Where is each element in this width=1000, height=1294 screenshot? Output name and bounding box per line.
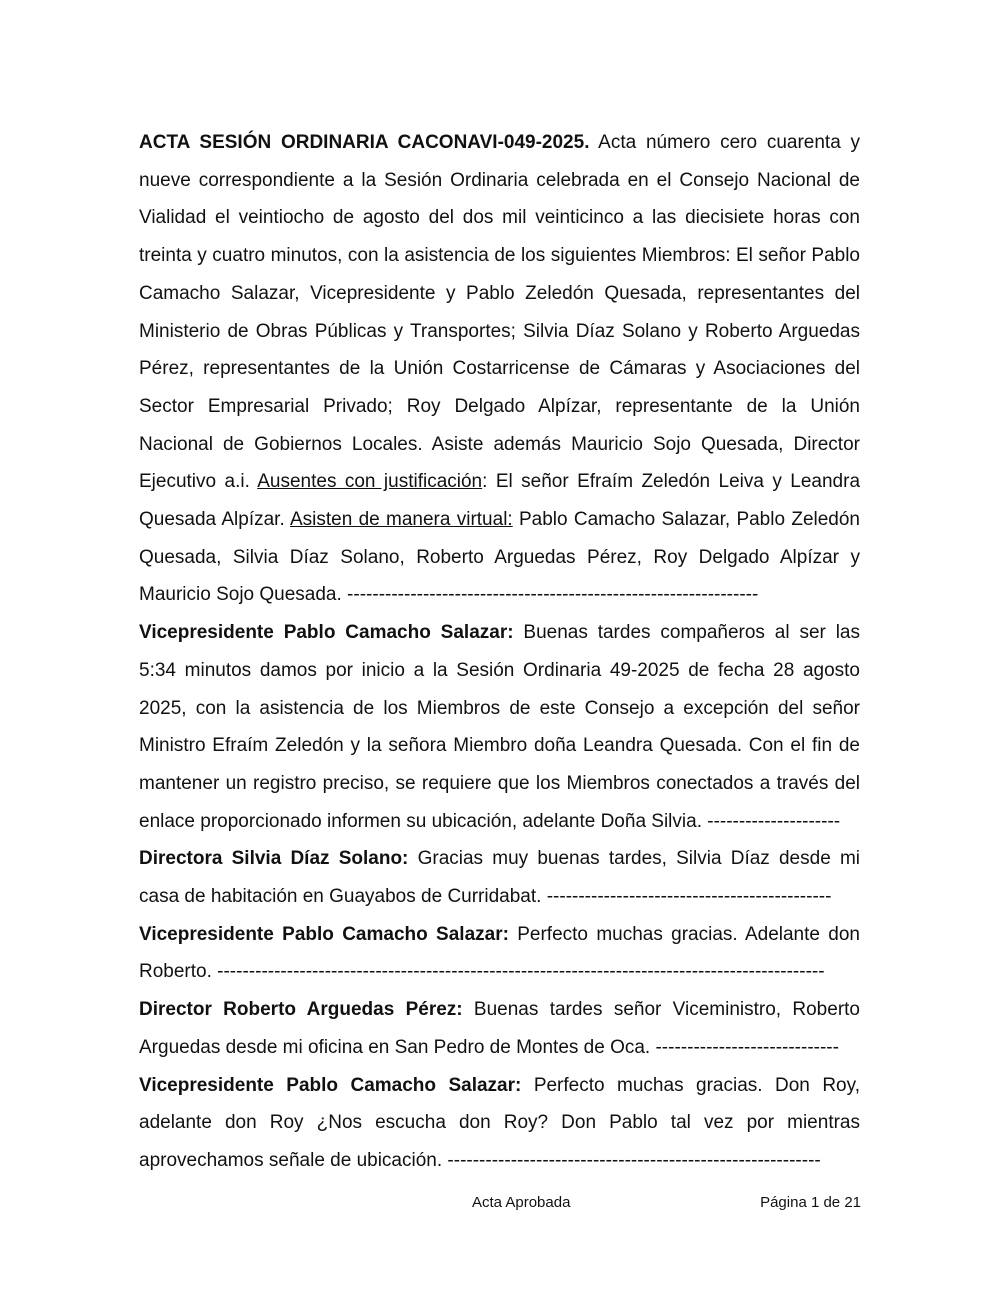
speaker-text: Buenas tardes compañeros al ser las 5:34 minutos damos por inicio a la Sesión Ordinaria 49-2025 de fecha 28 agosto 2025, con la asistencia de los Miembros de este Consejo a excepción del señor Ministro Efraím Zeledón y la señora Miembro doña Leandra Quesada. Con el fin de mantener un registro preciso, se requiere que los Miembros conectados a través del enlace proporcionado informen su ubicación, adelante Doña Silvia. --------------------- [139,622,860,832]
speaker-text: Perfecto muchas gracias. Don Roy, adelante don Roy ¿Nos escucha don Roy? Don Pablo tal vez por mientras aprovechamos señale de ubicación. ----------------------------------------------------------- [139,1074,860,1171]
paragraph-header [139,124,860,614]
paragraph-text: Pablo Camacho Salazar, Pablo Zeledón Quesada, Silvia Díaz Solano, Roberto Arguedas Pérez, Roy Delgado Alpízar y Mauricio Sojo Quesada. ----------------------------------------------------------------- [139,509,860,606]
speaker-text: Perfecto muchas gracias. Adelante don Roberto. ------------------------------------------------------------------------------------------------ [139,923,860,983]
paragraph-speaker [139,991,860,1066]
paragraph-speaker [139,916,860,991]
paragraph-speaker [139,614,860,840]
paragraph-speaker [139,1067,860,1180]
page-footer [0,1194,1000,1218]
speaker-text: Buenas tardes señor Viceministro, Roberto Arguedas desde mi oficina en San Pedro de Montes de Oca. ----------------------------- [139,999,860,1058]
document-body [139,124,860,1180]
speaker-name: Vicepresidente Pablo Camacho Salazar: [139,1074,522,1096]
speaker-text: Gracias muy buenas tardes, Silvia Díaz desde mi casa de habitación en Guayabos de Curridabat. --------------------------------------------- [139,848,861,908]
paragraph-text: : El señor Efraím Zeledón Leiva y Leandra Quesada Alpízar. [139,471,861,531]
paragraph-speaker [139,840,860,915]
absent-label: Ausentes con justificación [257,471,483,493]
virtual-label: Asisten de manera virtual: [289,509,513,531]
speaker-name: Director Roberto Arguedas Pérez: [139,999,463,1021]
footer-status: Acta Aprobada [472,1194,571,1211]
speaker-name: Directora Silvia Díaz Solano: [139,848,409,870]
paragraph-text: Acta número cero cuarenta y nueve correspondiente a la Sesión Ordinaria celebrada en el Consejo Nacional de Vialidad el veintiocho de agosto del dos mil veinticinco a las diecisiete horas con treinta y cuatro minutos, con la asistencia de los siguientes Miembros: El señor Pablo Camacho Salazar, Vicepresidente y Pablo Zeledón Quesada, representantes del Ministerio de Obras Públicas y Transportes; Silvia Díaz Solano y Roberto Arguedas Pérez, representantes de la Unión Costarricense de Cámaras y Asociaciones del Sector Empresarial Privado; Roy Delgado Alpízar, representante de la Unión Nacional de Gobiernos Locales. Asiste además Mauricio Sojo Quesada, Director Ejecutivo a.i. [139,132,861,493]
act-title: ACTA SESIÓN ORDINARIA CACONAVI-049-2025. [139,132,590,153]
speaker-name: Vicepresidente Pablo Camacho Salazar: [139,622,514,644]
speaker-name: Vicepresidente Pablo Camacho Salazar: [139,923,509,945]
page-number: Página 1 de 21 [760,1194,861,1211]
